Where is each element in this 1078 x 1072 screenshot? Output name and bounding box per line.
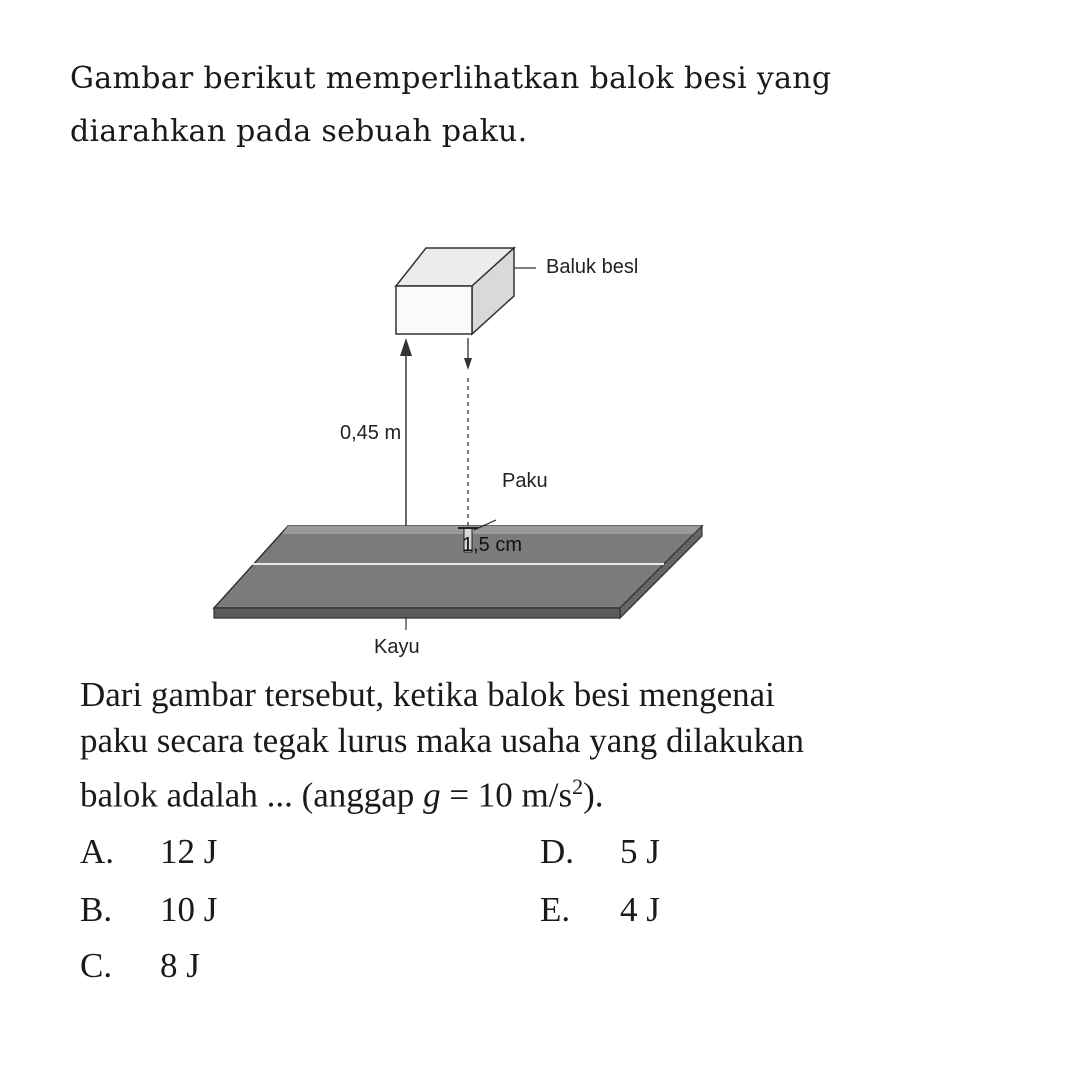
wood-board — [214, 526, 702, 630]
label-height: 0,45 m — [340, 422, 402, 444]
option-a-letter: A. — [80, 832, 115, 871]
option-e-text: 4 J — [620, 890, 660, 929]
gravity-symbol: g — [423, 775, 441, 815]
intro-line-1: Gambar berikut memperlihatkan balok besi yang — [70, 61, 832, 96]
problem-intro — [70, 52, 1010, 158]
option-a-text: 12 J — [160, 832, 218, 871]
option-e-letter: E. — [540, 890, 571, 929]
option-c-letter: C. — [80, 946, 113, 985]
option-c[interactable] — [80, 946, 200, 986]
question-line-1: Dari gambar tersebut, ketika balok besi mengenai — [80, 675, 775, 714]
option-b[interactable] — [80, 890, 217, 930]
option-b-text: 10 J — [160, 890, 218, 929]
iron-block — [396, 248, 536, 334]
option-b-letter: B. — [80, 890, 113, 929]
question-line-2: paku secara tegak lurus maka usaha yang dilakukan — [80, 721, 805, 760]
question-line-3-suffix: ). — [583, 775, 604, 815]
option-d-letter: D. — [540, 832, 575, 871]
gravity-exponent: 2 — [572, 774, 584, 799]
question-line-3 — [80, 764, 1040, 819]
label-wood: Kayu — [374, 636, 420, 658]
diagram-svg — [200, 238, 720, 668]
question-line-3-prefix: balok adalah ... (anggap — [80, 775, 424, 815]
gravity-value: = 10 m/s — [440, 775, 573, 815]
label-nail: Paku — [502, 470, 548, 492]
option-a[interactable] — [80, 832, 217, 872]
label-nail-depth: 1,5 cm — [462, 534, 523, 556]
option-d[interactable] — [540, 832, 660, 872]
option-e[interactable] — [540, 890, 660, 930]
option-d-text: 5 J — [620, 832, 660, 871]
height-arrow — [400, 338, 412, 556]
intro-line-2: diarahkan pada sebuah paku. — [70, 114, 528, 149]
label-iron-block: Baluk besl — [546, 256, 639, 278]
question-text — [80, 672, 1040, 819]
fall-path-line — [464, 338, 472, 538]
diagram-figure — [200, 238, 720, 668]
option-c-text: 8 J — [160, 946, 200, 985]
